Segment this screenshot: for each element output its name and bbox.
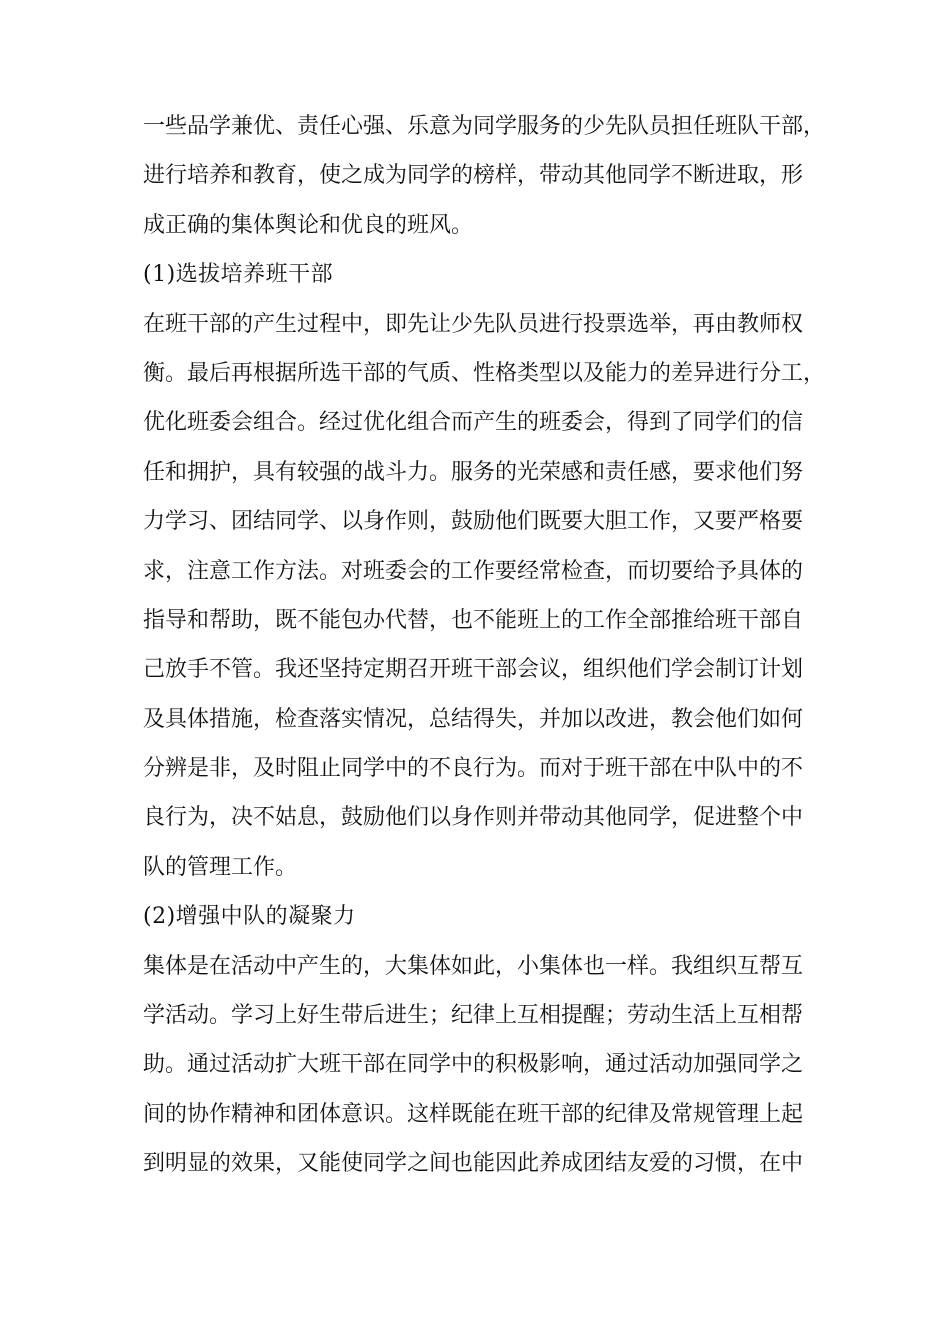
text-line-6: 衡。最后再根据所选干部的气质、性格类型以及能力的差异进行分工， <box>143 360 826 386</box>
text-line-8: 任和拥护，具有较强的战斗力。服务的光荣感和责任感，要求他们努 <box>143 459 804 485</box>
text-line-21: 间的协作精神和团体意识。这样既能在班干部的纪律及常规管理上起 <box>143 1101 804 1127</box>
text-line-5: 在班干部的产生过程中，即先让少先队员进行投票选举，再由教师权 <box>143 311 804 337</box>
text-line-20: 助。通过活动扩大班干部在同学中的积极影响，通过活动加强同学之 <box>143 1052 804 1078</box>
text-line-12: 己放手不管。我还坚持定期召开班干部会议，组织他们学会制订计划 <box>143 657 804 683</box>
text-line-18: 集体是在活动中产生的，大集体如此，小集体也一样。我组织互帮互 <box>143 953 804 979</box>
section-heading-2: (2)增强中队的凝聚力 <box>143 904 356 930</box>
text-line-9: 力学习、团结同学、以身作则，鼓励他们既要大胆工作，又要严格要 <box>143 509 804 535</box>
text-line-7: 优化班委会组合。经过优化组合而产生的班委会，得到了同学们的信 <box>143 410 804 436</box>
text-line-11: 指导和帮助，既不能包办代替，也不能班上的工作全部推给班干部自 <box>143 607 804 633</box>
text-line-22: 到明显的效果，又能使同学之间也能因此养成团结友爱的习惯，在中 <box>143 1151 804 1177</box>
text-line-3: 成正确的集体舆论和优良的班风。 <box>143 212 474 238</box>
text-line-13: 及具体措施，检查落实情况，总结得失，并加以改进，教会他们如何 <box>143 706 804 732</box>
text-line-16: 队的管理工作。 <box>143 854 298 880</box>
document-body <box>143 102 833 1189</box>
text-line-15: 良行为，决不姑息，鼓励他们以身作则并带动其他同学，促进整个中 <box>143 805 804 831</box>
text-line-14: 分辨是非，及时阻止同学中的不良行为。而对于班干部在中队中的不 <box>143 756 804 782</box>
section-heading-1: (1)选拔培养班干部 <box>143 262 334 288</box>
text-line-1: 一些品学兼优、责任心强、乐意为同学服务的少先队员担任班队干部， <box>143 114 826 139</box>
text-line-19: 学活动。学习上好生带后进生；纪律上互相提醒；劳动生活上互相帮 <box>143 1003 804 1029</box>
text-line-10: 求，注意工作方法。对班委会的工作要经常检查，而切要给予具体的 <box>143 558 804 584</box>
text-line-2: 进行培养和教育，使之成为同学的榜样，带动其他同学不断进取，形 <box>143 163 804 189</box>
